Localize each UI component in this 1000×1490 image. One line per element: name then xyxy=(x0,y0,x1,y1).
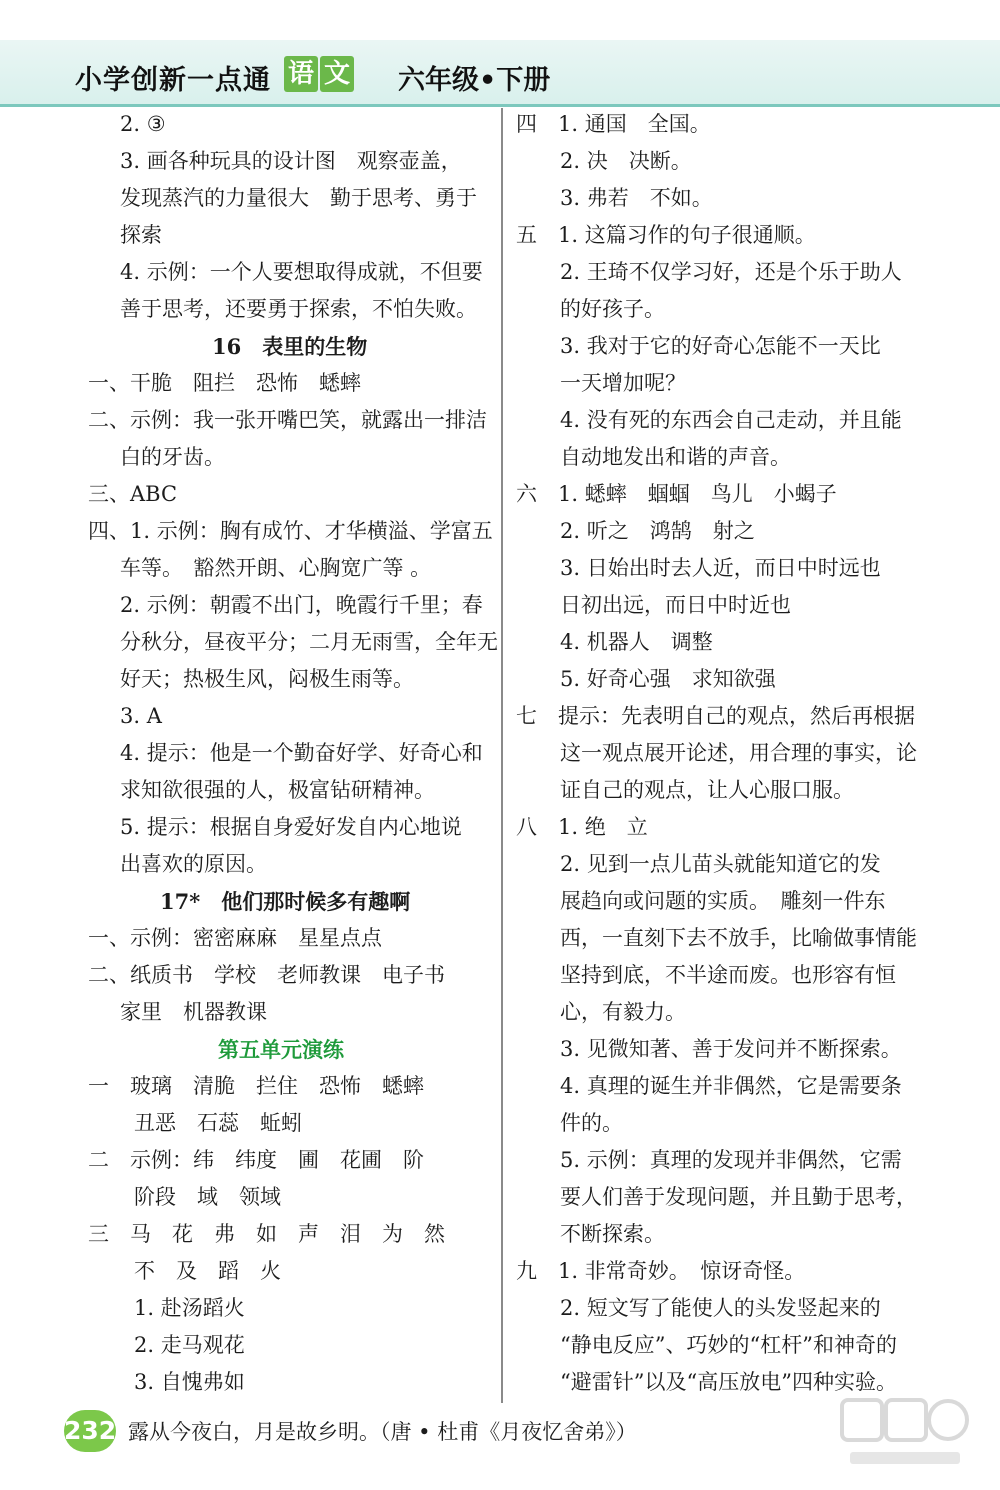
answer-line: 2. 听之 鸿鹄 射之 xyxy=(560,519,755,543)
grade-label: 六年级•下册 xyxy=(398,65,551,96)
answer-line: 2. ③ xyxy=(120,112,166,136)
answer-line: 车等。 豁然开朗、心胸宽广等 。 xyxy=(120,556,432,580)
answer-line: 八 1. 绝 立 xyxy=(516,815,648,839)
answer-line: 2. 王琦不仅学习好，还是个乐于助人 xyxy=(560,260,902,284)
answer-line: 一、示例：密密麻麻 星星点点 xyxy=(88,926,382,950)
lesson-heading-17: 17* 他们那时候多有趣啊 xyxy=(160,889,411,914)
answer-line: 二 示例：纬 纬度 圃 花圃 阶 xyxy=(88,1148,424,1172)
answer-line: 4. 示例：一个人要想取得成就，不但要 xyxy=(120,260,483,284)
subject-badge-yu: 语 xyxy=(284,56,318,92)
answer-line: 心，有毅力。 xyxy=(560,1000,686,1024)
answer-line: 展趋向或问题的实质。 雕刻一件东 xyxy=(560,889,886,913)
answer-line: 二、纸质书 学校 老师教课 电子书 xyxy=(88,963,445,987)
answer-line: 3. 画各种玩具的设计图 观察壶盖， xyxy=(120,149,462,173)
answer-line: 六 1. 蟋蟀 蝈蝈 鸟儿 小蝎子 xyxy=(516,482,837,506)
answer-line: 四 1. 通国 全国。 xyxy=(516,112,711,136)
answer-line: 五 1. 这篇习作的句子很通顺。 xyxy=(516,223,816,247)
answer-line: 5. 示例：真理的发现并非偶然，它需 xyxy=(560,1148,902,1172)
answer-line: 善于思考，还要勇于探索，不怕失败。 xyxy=(120,297,477,321)
answer-line: 一天增加呢？ xyxy=(560,371,686,395)
answer-line: 四、1. 示例：胸有成竹、才华横溢、学富五 xyxy=(88,519,493,543)
watermark-logo xyxy=(840,1394,970,1474)
answer-line: 发现蒸汽的力量很大 勤于思考、勇于 xyxy=(120,186,477,210)
answer-line: 1. 赴汤蹈火 xyxy=(134,1296,245,1320)
answer-line: 3. 弗若 不如。 xyxy=(560,186,713,210)
answer-line: 求知欲很强的人，极富钻研精神。 xyxy=(120,778,435,802)
answer-line: 的好孩子。 xyxy=(560,297,665,321)
answer-line: 丑恶 石蕊 蚯蚓 xyxy=(134,1111,302,1135)
answer-line: 阶段 域 领域 xyxy=(134,1185,281,1209)
answer-line: 2. 见到一点儿苗头就能知道它的发 xyxy=(560,852,881,876)
answer-line: 4. 没有死的东西会自己走动，并且能 xyxy=(560,408,902,432)
answer-line: 这一观点展开论述，用合理的事实，论 xyxy=(560,741,917,765)
answer-line: 一 玻璃 清脆 拦住 恐怖 蟋蟀 xyxy=(88,1074,424,1098)
answer-line: 5. 提示：根据自身爱好发自内心地说 xyxy=(120,815,462,839)
answer-line: 2. 示例：朝霞不出门，晚霞行千里；春 xyxy=(120,593,483,617)
answer-line: 坚持到底，不半途而废。也形容有恒 xyxy=(560,963,896,987)
answer-line: 4. 真理的诞生并非偶然，它是需要条 xyxy=(560,1074,902,1098)
answer-line: 一、干脆 阻拦 恐怖 蟋蟀 xyxy=(88,371,361,395)
answer-line: 4. 机器人 调整 xyxy=(560,630,713,654)
answer-line: 家里 机器教课 xyxy=(120,1000,267,1024)
answer-line: 出喜欢的原因。 xyxy=(120,852,267,876)
answer-line: 白的牙齿。 xyxy=(120,445,225,469)
answer-line: 3. 日始出时去人近，而日中时远也 xyxy=(560,556,881,580)
lesson-heading-16: 16 表里的生物 xyxy=(212,334,368,359)
answer-line: 三、ABC xyxy=(88,482,178,506)
answer-line: 不 及 蹈 火 xyxy=(134,1259,281,1283)
answer-line: 2. 走马观花 xyxy=(134,1333,245,1357)
answer-line: 日初出远，而日中时近也 xyxy=(560,593,791,617)
book-title: 小学创新一点通 xyxy=(75,65,271,96)
answer-line: 3. 自愧弗如 xyxy=(134,1370,245,1394)
answer-line: 好天；热极生风，闷极生雨等。 xyxy=(120,667,414,691)
answer-line: “静电反应”、巧妙的“杠杆”和神奇的 xyxy=(560,1333,897,1357)
answer-line: 探索 xyxy=(120,223,162,247)
unit-heading: 第五单元演练 xyxy=(218,1037,344,1062)
answer-line: 要人们善于发现问题，并且勤于思考， xyxy=(560,1185,917,1209)
page-number: 232 xyxy=(64,1410,116,1452)
answer-line: 3. 见微知著、善于发问并不断探索。 xyxy=(560,1037,902,1061)
answer-line: 5. 好奇心强 求知欲强 xyxy=(560,667,776,691)
answer-line: 2. 短文写了能使人的头发竖起来的 xyxy=(560,1296,881,1320)
answer-line: 2. 决 决断。 xyxy=(560,149,692,173)
footer-quote: 露从今夜白，月是故乡明。（唐 • 杜甫《月夜忆舍弟》） xyxy=(128,1420,637,1444)
answer-line: 3. 我对于它的好奇心怎能不一天比 xyxy=(560,334,881,358)
answer-line: “避雷针”以及“高压放电”四种实验。 xyxy=(560,1370,897,1394)
answer-line: 证自己的观点，让人心服口服。 xyxy=(560,778,854,802)
answer-line: 九 1. 非常奇妙。 惊讶奇怪。 xyxy=(516,1259,806,1283)
answer-line: 西，一直刻下去不放手，比喻做事情能 xyxy=(560,926,917,950)
answer-line: 不断探索。 xyxy=(560,1222,665,1246)
subject-badge-wen: 文 xyxy=(320,56,354,92)
answer-line: 件的。 xyxy=(560,1111,623,1135)
answer-line: 自动地发出和谐的声音。 xyxy=(560,445,791,469)
answer-line: 二、示例：我一张开嘴巴笑，就露出一排洁 xyxy=(88,408,487,432)
answer-line: 分秋分，昼夜平分；二月无雨雪，全年无 xyxy=(120,630,498,654)
answer-line: 三 马 花 弗 如 声 泪 为 然 xyxy=(88,1222,445,1246)
column-divider xyxy=(501,108,503,1403)
answer-line: 4. 提示：他是一个勤奋好学、好奇心和 xyxy=(120,741,483,765)
answer-line: 七 提示：先表明自己的观点，然后再根据 xyxy=(516,704,915,728)
answer-line: 3. A xyxy=(120,704,162,728)
